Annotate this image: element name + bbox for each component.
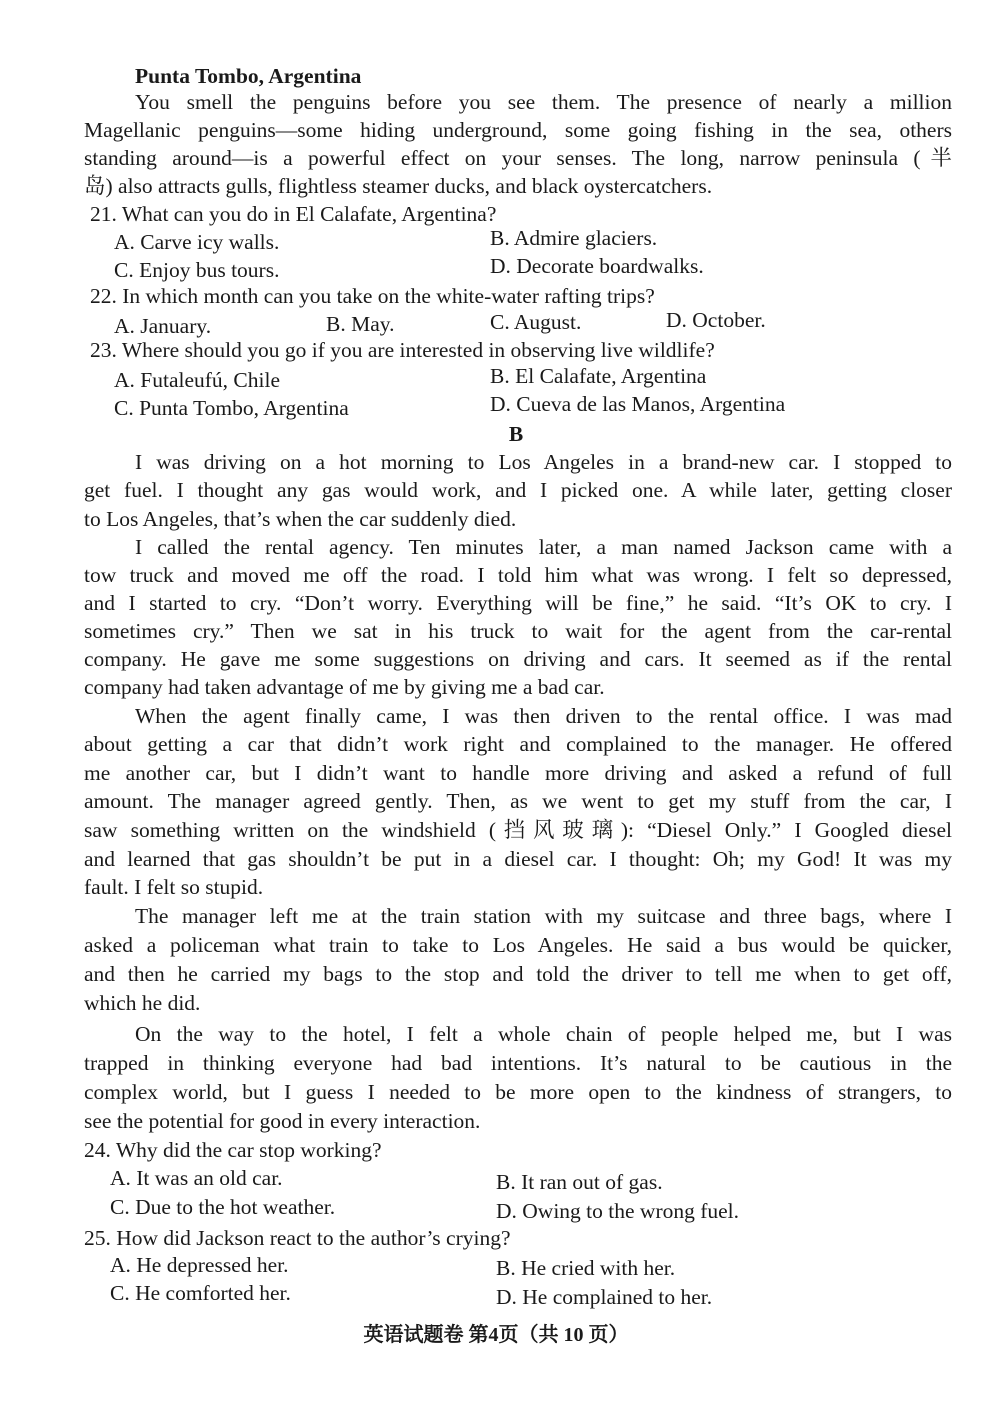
question-22-option-d: D. October.	[666, 308, 766, 332]
paragraph-line: and learned that gas shouldn’t be put in a diesel car. I thought: Oh; my God! It was my	[84, 847, 952, 871]
question-25-stem: 25. How did Jackson react to the author’s crying?	[84, 1226, 511, 1250]
question-24-option-d: D. Owing to the wrong fuel.	[496, 1199, 740, 1223]
question-22-option-b: B. May.	[326, 312, 395, 336]
paragraph-line: which he did.	[84, 991, 201, 1015]
question-21-option-a: A. Carve icy walls.	[114, 230, 280, 254]
paragraph-line: standing around—is a powerful effect on your senses. The long, narrow peninsula (半	[84, 146, 952, 170]
paragraph-line: about getting a car that didn’t work right and complained to the manager. He offered	[84, 732, 952, 756]
paragraph-line: company had taken advantage of me by giving me a bad car.	[84, 675, 605, 699]
paragraph-line: and I started to cry. “Don’t worry. Everything will be fine,” he said. “It’s OK to cry. I	[84, 591, 952, 615]
paragraph-line: When the agent finally came, I was then driven to the rental office. I was mad	[135, 704, 952, 728]
question-25-option-c: C. He comforted her.	[110, 1281, 291, 1305]
question-21-option-c: C. Enjoy bus tours.	[114, 258, 280, 282]
paragraph-line: sometimes cry.” Then we sat in his truck to wait for the agent from the car-rental	[84, 619, 952, 643]
question-24-stem: 24. Why did the car stop working?	[84, 1138, 382, 1162]
page-footer: 英语试题卷 第4页（共 10 页）	[363, 1324, 629, 1346]
paragraph-line: tow truck and moved me off the road. I told him what was wrong. I felt so depressed,	[84, 563, 952, 587]
paragraph-line: saw something written on the windshield (挡风玻璃): “Diesel Only.” I Googled diesel	[84, 818, 952, 842]
paragraph-line: trapped in thinking everyone had bad intentions. It’s natural to be cautious in the	[84, 1051, 952, 1075]
paragraph-line: complex world, but I guess I needed to be more open to the kindness of strangers, to	[84, 1080, 952, 1104]
section-heading-punta-tombo: Punta Tombo, Argentina	[135, 64, 362, 88]
question-25-option-b: B. He cried with her.	[496, 1256, 676, 1280]
question-24-option-c: C. Due to the hot weather.	[110, 1195, 336, 1219]
paragraph-line: I was driving on a hot morning to Los Angeles in a brand-new car. I stopped to	[135, 450, 952, 474]
paragraph-line: amount. The manager agreed gently. Then, as we went to get my stuff from the car, I	[84, 789, 952, 813]
question-23-option-b: B. El Calafate, Argentina	[490, 364, 707, 388]
question-21-option-d: D. Decorate boardwalks.	[490, 254, 704, 278]
question-21-option-b: B. Admire glaciers.	[490, 226, 658, 250]
question-22-option-a: A. January.	[114, 314, 212, 338]
question-23-option-d: D. Cueva de las Manos, Argentina	[490, 392, 786, 416]
paragraph-line: fault. I felt so stupid.	[84, 875, 264, 899]
question-21-stem: 21. What can you do in El Calafate, Argentina?	[90, 202, 497, 226]
paragraph-line: and then he carried my bags to the stop and told the driver to tell me when to get off,	[84, 962, 952, 986]
question-23-option-c: C. Punta Tombo, Argentina	[114, 396, 349, 420]
paragraph-line: The manager left me at the train station with my suitcase and three bags, where I	[135, 904, 952, 928]
question-22-option-c: C. August.	[490, 310, 582, 334]
paragraph-line: me another car, but I didn’t want to handle more driving and asked a refund of full	[84, 761, 952, 785]
paragraph-line: Magellanic penguins—some hiding underground, some going fishing in the sea, others	[84, 118, 952, 142]
section-heading-b: B	[508, 422, 524, 446]
question-23-stem: 23. Where should you go if you are interested in observing live wildlife?	[90, 338, 715, 362]
paragraph-line: You smell the penguins before you see them. The presence of nearly a million	[135, 90, 952, 114]
question-25-option-d: D. He complained to her.	[496, 1285, 713, 1309]
paragraph-line: company. He gave me some suggestions on driving and cars. It seemed as if the rental	[84, 647, 952, 671]
question-25-option-a: A. He depressed her.	[110, 1253, 289, 1277]
question-23-option-a: A. Futaleufú, Chile	[114, 368, 281, 392]
paragraph-line: get fuel. I thought any gas would work, and I picked one. A while later, getting closer	[84, 478, 952, 502]
question-24-option-a: A. It was an old car.	[110, 1166, 283, 1190]
paragraph-line: asked a policeman what train to take to Los Angeles. He said a bus would be quicker,	[84, 933, 952, 957]
paragraph-line: to Los Angeles, that’s when the car suddenly died.	[84, 507, 517, 531]
question-24-option-b: B. It ran out of gas.	[496, 1170, 663, 1194]
paragraph-line: On the way to the hotel, I felt a whole chain of people helped me, but I was	[135, 1022, 952, 1046]
paragraph-line: 岛) also attracts gulls, flightless steamer ducks, and black oystercatchers.	[84, 174, 713, 198]
paragraph-line: I called the rental agency. Ten minutes later, a man named Jackson came with a	[135, 535, 952, 559]
question-22-stem: 22. In which month can you take on the white-water rafting trips?	[90, 284, 655, 308]
paragraph-line: see the potential for good in every interaction.	[84, 1109, 481, 1133]
